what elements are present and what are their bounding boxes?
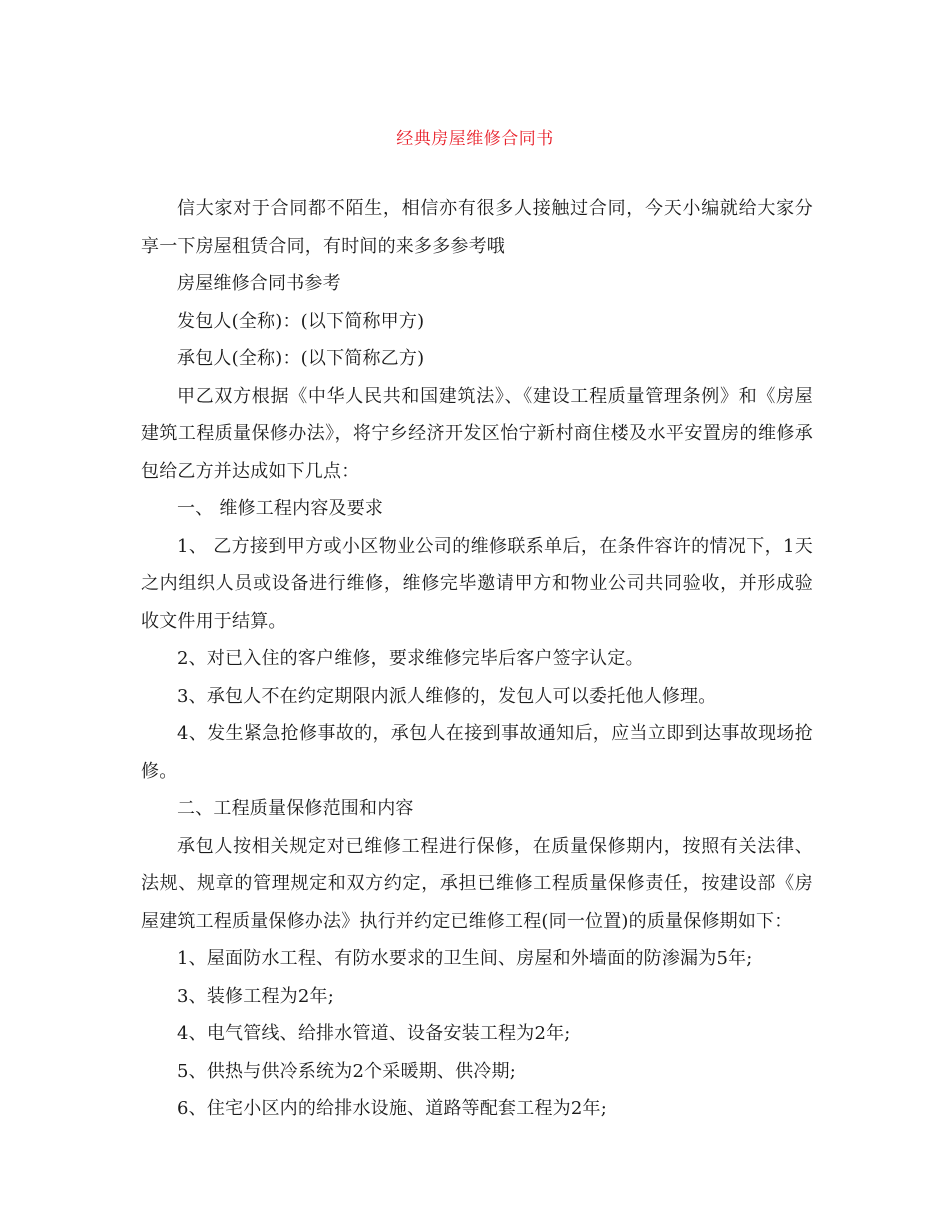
paragraph-warranty: 承包人按相关规定对已维修工程进行保修，在质量保修期内，按照有关法律、法规、规章的管理规定和双方约定，承担已维修工程质量保修责任，按建设部《房屋建筑工程质量保修办法》执行并约定已维修工程(同一位置)的质量保修期如下： (141, 835, 813, 932)
document-body (141, 190, 813, 1128)
paragraph-legal-basis: 甲乙双方根据《中华人民共和国建筑法》、《建设工程质量管理条例》和《房屋建筑工程质量保修办法》，将宁乡经济开发区怡宁新村商住楼及水平安置房的维修承包给乙方并达成如下几点： (141, 385, 813, 482)
paragraph-intro: 信大家对于合同都不陌生，相信亦有很多人接触过合同，今天小编就给大家分享一下房屋租赁合同，有时间的来多多参考哦 (141, 198, 813, 257)
paragraph-party-b: 承包人(全称)：(以下简称乙方) (177, 348, 425, 369)
clause-2-4: 4、电气管线、给排水管道、设备安装工程为2年; (177, 1023, 571, 1044)
clause-1-3: 3、承包人不在约定期限内派人维修的，发包人可以委托他人修理。 (177, 685, 717, 707)
section-heading-2: 二、工程质量保修范围和内容 (177, 798, 414, 819)
clause-2-6: 6、住宅小区内的给排水设施、道路等配套工程为2年; (177, 1098, 607, 1119)
clause-1-4: 4、发生紧急抢修事故的，承包人在接到事故通知后，应当立即到达事故现场抢修。 (141, 723, 813, 782)
section-heading-1: 一、 维修工程内容及要求 (177, 498, 384, 519)
clause-1-2: 2、对已入住的客户维修，要求维修完毕后客户签字认定。 (177, 648, 644, 669)
clause-1-1: 1、 乙方接到甲方或小区物业公司的维修联系单后，在条件容许的情况下，1天之内组织人员或设备进行维修，维修完毕邀请甲方和物业公司共同验收，并形成验收文件用于结算。 (141, 535, 813, 632)
paragraph-reference-title: 房屋维修合同书参考 (177, 273, 341, 294)
clause-2-5: 5、供热与供冷系统为2个采暖期、供冷期; (177, 1060, 516, 1082)
document-title: 经典房屋维修合同书 (396, 129, 554, 149)
paragraph-party-a: 发包人(全称)：(以下简称甲方) (177, 310, 425, 332)
clause-2-1: 1、屋面防水工程、有防水要求的卫生间、房屋和外墙面的防渗漏为5年; (177, 948, 753, 969)
clause-2-3: 3、装修工程为2年; (177, 985, 334, 1007)
